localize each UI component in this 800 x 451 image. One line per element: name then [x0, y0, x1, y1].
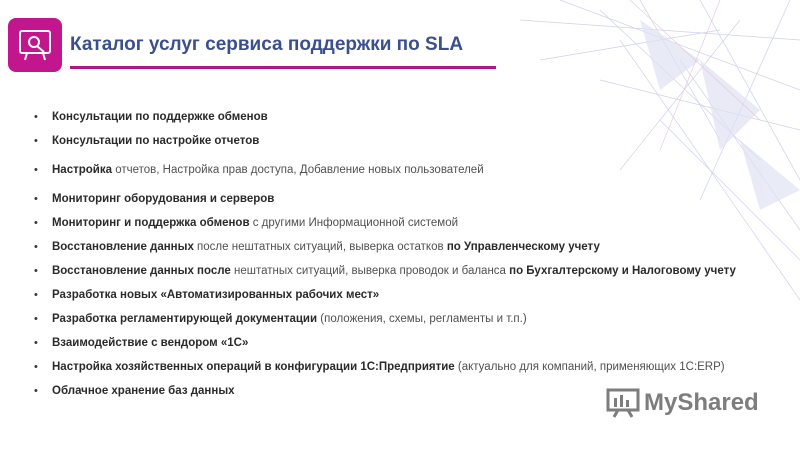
list-item-bold-text: Разработка регламентирующей документации	[52, 313, 318, 325]
list-item	[34, 360, 725, 374]
watermark	[606, 388, 759, 418]
list-item-bold-text: Облачное хранение баз данных	[52, 385, 235, 397]
list-item	[34, 264, 736, 278]
list-item	[34, 240, 600, 254]
list-item-bold-text: Восстановление данных после	[52, 265, 231, 277]
presentation-board-icon	[17, 27, 53, 63]
list-item-bold-text: Мониторинг и поддержка обменов	[52, 217, 250, 229]
watermark-text: MyShared	[644, 389, 759, 416]
list-item-text: с другими Информационной системой	[249, 217, 459, 229]
list-item	[34, 384, 235, 398]
list-item-text: нештатных ситуаций, выверка проводок и баланса	[230, 265, 510, 277]
list-item-text: (положения, схемы, регламенты и т.п.)	[317, 313, 527, 325]
list-item	[34, 216, 458, 230]
list-item	[34, 110, 268, 124]
list-item-bold-text: по Бухгалтерскому и Налоговому учету	[509, 265, 736, 277]
list-item-text: после нештатных ситуаций, выверка остатков	[193, 241, 447, 253]
list-item-bold-text: Разработка новых «Автоматизированных рабочих мест»	[52, 289, 380, 301]
list-item-bold-text: Восстановление данных	[52, 241, 194, 253]
myshared-logo-icon	[606, 388, 640, 418]
list-item	[34, 192, 274, 206]
header-logo	[8, 18, 62, 72]
list-item	[34, 336, 248, 350]
list-item-bold-text: Мониторинг оборудования и серверов	[52, 193, 275, 205]
list-item-text: отчетов, Настройка прав доступа, Добавление новых пользователей	[112, 164, 484, 176]
list-item	[34, 134, 259, 148]
list-item-bold-text: Консультации по настройке отчетов	[52, 135, 260, 147]
list-item-bold-text: Взаимодействие с вендором «1С»	[52, 337, 249, 349]
list-item-bold-text: Настройка	[52, 164, 112, 176]
list-item-text: (актуально для компаний, применяющих 1С:ERP)	[454, 361, 725, 373]
list-item	[34, 288, 379, 302]
list-item-bold-text: Консультации по поддержке обменов	[52, 111, 268, 123]
list-item-bold-text: по Управленческому учету	[446, 241, 600, 253]
list-item	[34, 163, 484, 177]
page-title: Каталог услуг сервиса поддержки по SLA	[70, 34, 464, 55]
list-item	[34, 312, 527, 326]
list-item-bold-text: Настройка хозяйственных операций в конфигурации 1С:Предприятие	[52, 361, 455, 373]
title-underline	[70, 66, 496, 69]
